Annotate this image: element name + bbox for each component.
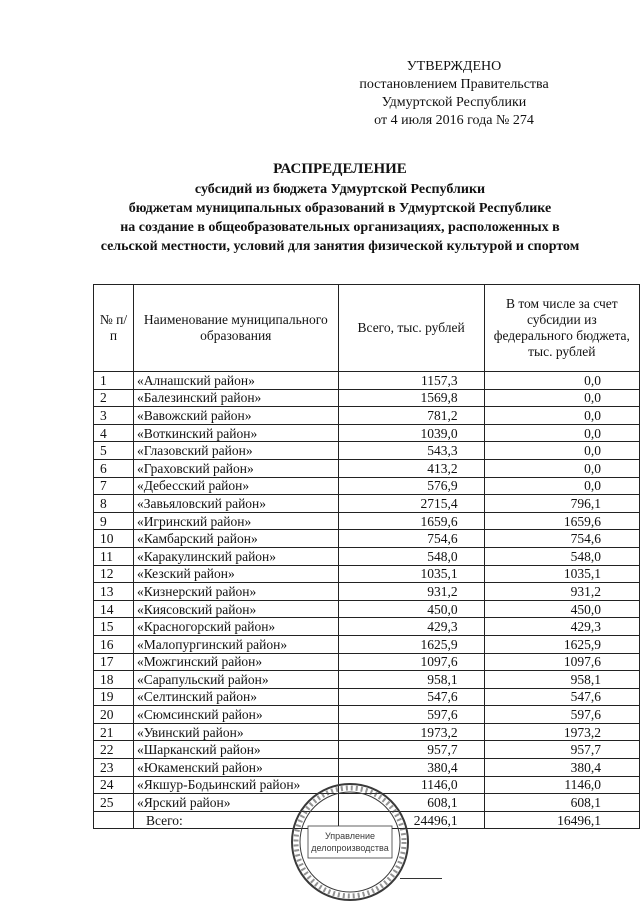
- table-row: [94, 600, 640, 618]
- row-number: 23: [94, 759, 134, 777]
- total-amount: 931,2: [338, 583, 484, 601]
- municipality-name: «Кезский район»: [133, 565, 338, 583]
- municipality-name: «Балезинский район»: [133, 389, 338, 407]
- municipality-name: «Ярский район»: [133, 794, 338, 812]
- total-amount: 413,2: [338, 459, 484, 477]
- total-amount: 429,3: [338, 618, 484, 636]
- table-row: [94, 759, 640, 777]
- seal-text-line-1: Управление: [324, 831, 376, 841]
- table-row: [94, 635, 640, 653]
- federal-amount: 754,6: [484, 530, 639, 548]
- municipality-name: «Глазовский район»: [133, 442, 338, 460]
- table-row: [94, 512, 640, 530]
- table-row: [94, 495, 640, 513]
- row-number: 20: [94, 706, 134, 724]
- grand-total-amount: 24496,1: [338, 811, 484, 829]
- total-amount: 2715,4: [338, 495, 484, 513]
- federal-amount: 0,0: [484, 372, 639, 390]
- federal-amount: 1659,6: [484, 512, 639, 530]
- table-row: [94, 671, 640, 689]
- total-amount: 1569,8: [338, 389, 484, 407]
- federal-amount: 548,0: [484, 547, 639, 565]
- table-row: [94, 389, 640, 407]
- total-amount: 958,1: [338, 671, 484, 689]
- row-number: 16: [94, 635, 134, 653]
- federal-amount: 796,1: [484, 495, 639, 513]
- federal-amount: 1035,1: [484, 565, 639, 583]
- table-row: [94, 653, 640, 671]
- total-amount: 781,2: [338, 407, 484, 425]
- row-number: 24: [94, 776, 134, 794]
- table-row: [94, 424, 640, 442]
- municipality-name: «Селтинский район»: [133, 688, 338, 706]
- federal-amount: 1973,2: [484, 723, 639, 741]
- row-number: 9: [94, 512, 134, 530]
- table-body: [94, 372, 640, 829]
- row-number: 3: [94, 407, 134, 425]
- seal-text-line-2: делопроизводства: [311, 843, 389, 853]
- table-row: [94, 459, 640, 477]
- municipality-name: «Киясовский район»: [133, 600, 338, 618]
- total-amount: 608,1: [338, 794, 484, 812]
- header-federal: В том числе за счет субсидии из федерального бюджета, тыс. рублей: [484, 285, 639, 372]
- municipality-name: «Увинский район»: [133, 723, 338, 741]
- row-number: 7: [94, 477, 134, 495]
- municipality-name: «Игринский район»: [133, 512, 338, 530]
- row-number: 22: [94, 741, 134, 759]
- total-amount: 548,0: [338, 547, 484, 565]
- federal-amount: 957,7: [484, 741, 639, 759]
- table-row: [94, 547, 640, 565]
- row-number: 25: [94, 794, 134, 812]
- federal-amount: 0,0: [484, 407, 639, 425]
- distribution-table: [93, 284, 640, 829]
- approval-line-date: от 4 июля 2016 года № 274: [374, 113, 534, 128]
- row-number: 11: [94, 547, 134, 565]
- title-line-2: бюджетам муниципальных образований в Удмуртской Республике: [128, 201, 552, 216]
- federal-amount: 450,0: [484, 600, 639, 618]
- total-amount: 1146,0: [338, 776, 484, 794]
- total-amount: 547,6: [338, 688, 484, 706]
- approval-line-decree: постановлением Правительства: [359, 77, 549, 92]
- municipality-name: «Воткинский район»: [133, 424, 338, 442]
- total-amount: 543,3: [338, 442, 484, 460]
- grand-total-federal-amount: 16496,1: [484, 811, 639, 829]
- total-amount: 754,6: [338, 530, 484, 548]
- municipality-name: «Граховский район»: [133, 459, 338, 477]
- municipality-name: «Сюмсинский район»: [133, 706, 338, 724]
- federal-amount: 608,1: [484, 794, 639, 812]
- row-number: 8: [94, 495, 134, 513]
- table-row: [94, 530, 640, 548]
- federal-amount: 429,3: [484, 618, 639, 636]
- federal-amount: 597,6: [484, 706, 639, 724]
- municipality-name: «Малопургинский район»: [133, 635, 338, 653]
- table-row: [94, 723, 640, 741]
- signature-line: [400, 878, 442, 879]
- row-number: 21: [94, 723, 134, 741]
- total-amount: 1973,2: [338, 723, 484, 741]
- total-amount: 1157,3: [338, 372, 484, 390]
- municipality-name: «Алнашский район»: [133, 372, 338, 390]
- row-number: 12: [94, 565, 134, 583]
- municipality-name: «Якшур-Бодьинский район»: [133, 776, 338, 794]
- municipality-name: «Красногорский район»: [133, 618, 338, 636]
- federal-amount: 1097,6: [484, 653, 639, 671]
- federal-amount: 0,0: [484, 459, 639, 477]
- municipality-name: «Завьяловский район»: [133, 495, 338, 513]
- row-number: 2: [94, 389, 134, 407]
- federal-amount: 547,6: [484, 688, 639, 706]
- federal-amount: 380,4: [484, 759, 639, 777]
- total-row-number: [94, 811, 134, 829]
- header-total: Всего, тыс. рублей: [338, 285, 484, 372]
- table-row: [94, 565, 640, 583]
- total-label: Всего:: [133, 811, 338, 829]
- municipality-name: «Шарканский район»: [133, 741, 338, 759]
- total-amount: 576,9: [338, 477, 484, 495]
- table-row: [94, 688, 640, 706]
- table-header-row: [94, 285, 640, 372]
- total-amount: 1625,9: [338, 635, 484, 653]
- row-number: 5: [94, 442, 134, 460]
- header-name: Наименование муниципального образования: [133, 285, 338, 372]
- seal-stamp: [288, 780, 412, 904]
- table-row: [94, 477, 640, 495]
- total-amount: 1035,1: [338, 565, 484, 583]
- row-number: 13: [94, 583, 134, 601]
- table-row: [94, 372, 640, 390]
- row-number: 17: [94, 653, 134, 671]
- municipality-name: «Вавожский район»: [133, 407, 338, 425]
- document-title: [40, 160, 640, 256]
- row-number: 6: [94, 459, 134, 477]
- approval-block: [300, 58, 608, 130]
- municipality-name: «Юкаменский район»: [133, 759, 338, 777]
- row-number: 4: [94, 424, 134, 442]
- municipality-name: «Каракулинский район»: [133, 547, 338, 565]
- federal-amount: 1625,9: [484, 635, 639, 653]
- row-number: 14: [94, 600, 134, 618]
- header-num: № п/п: [94, 285, 134, 372]
- row-number: 15: [94, 618, 134, 636]
- title-line-1: субсидий из бюджета Удмуртской Республики: [194, 182, 486, 197]
- title-line-3: на создание в общеобразовательных организациях, расположенных в: [120, 220, 560, 235]
- federal-amount: 958,1: [484, 671, 639, 689]
- municipality-name: «Камбарский район»: [133, 530, 338, 548]
- table-row: [94, 618, 640, 636]
- table-row: [94, 741, 640, 759]
- row-number: 18: [94, 671, 134, 689]
- approval-heading: УТВЕРЖДЕНО: [406, 59, 502, 74]
- row-number: 1: [94, 372, 134, 390]
- total-amount: 597,6: [338, 706, 484, 724]
- table-row: [94, 407, 640, 425]
- municipality-name: «Сарапульский район»: [133, 671, 338, 689]
- total-amount: 1659,6: [338, 512, 484, 530]
- total-amount: 450,0: [338, 600, 484, 618]
- total-amount: 380,4: [338, 759, 484, 777]
- total-amount: 1097,6: [338, 653, 484, 671]
- title-line-4: сельской местности, условий для занятия физической культурой и спортом: [100, 239, 580, 254]
- total-amount: 1039,0: [338, 424, 484, 442]
- municipality-name: «Кизнерский район»: [133, 583, 338, 601]
- federal-amount: 0,0: [484, 442, 639, 460]
- municipality-name: «Можгинский район»: [133, 653, 338, 671]
- table-row: [94, 706, 640, 724]
- title-heading: РАСПРЕДЕЛЕНИЕ: [273, 161, 407, 177]
- federal-amount: 0,0: [484, 477, 639, 495]
- municipality-name: «Дебесский район»: [133, 477, 338, 495]
- table-row: [94, 583, 640, 601]
- row-number: 19: [94, 688, 134, 706]
- federal-amount: 0,0: [484, 424, 639, 442]
- federal-amount: 931,2: [484, 583, 639, 601]
- row-number: 10: [94, 530, 134, 548]
- federal-amount: 1146,0: [484, 776, 639, 794]
- approval-line-republic: Удмуртской Республики: [381, 95, 527, 110]
- total-amount: 957,7: [338, 741, 484, 759]
- federal-amount: 0,0: [484, 389, 639, 407]
- table-row: [94, 442, 640, 460]
